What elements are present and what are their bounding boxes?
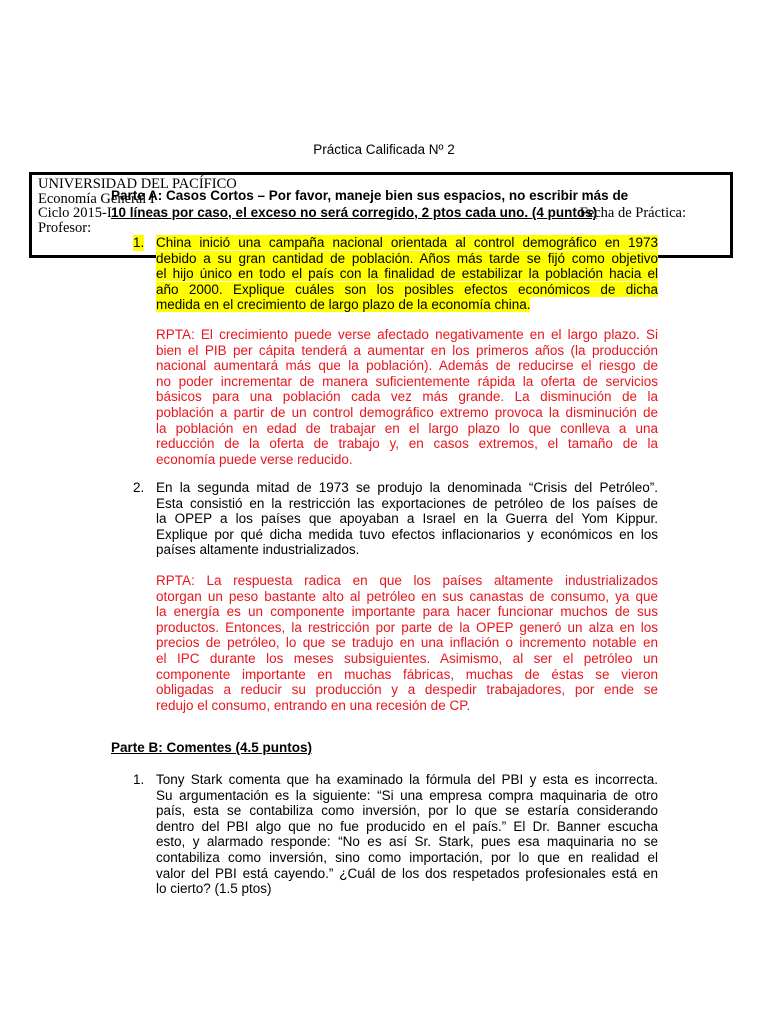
answer-2-line: otorgan un peso bastante alto al petróleo en sus canastas de consumo, ya que [156, 588, 658, 604]
parte-b-heading: Parte B: Comentes (4.5 puntos) [111, 740, 313, 755]
question-1-line: medida en el crecimiento de largo plazo de la economía china. [156, 297, 531, 313]
university-name: UNIVERSIDAD DEL PACÍFICO [38, 176, 237, 192]
date-label: Fecha de Práctica: [579, 205, 686, 221]
question-1-line: China inició una campaña nacional orientada al control demográfico en 1973 [156, 235, 658, 250]
answer-1-line: economía puede verse reducido. [156, 451, 353, 467]
answer-1-line: básicos para una población cada vez más grande. La disminución de la [156, 389, 658, 405]
question-2-number: 2. [133, 480, 145, 495]
parte-b-question-1-line: Tony Stark comenta que ha examinado la fórmula del PBI y esta es incorrecta. [156, 772, 658, 787]
answer-2-line: RPTA: La respuesta radica en que los países altamente industrializados [156, 573, 658, 588]
question-2-line: la OPEP a los países que apoyaban a Israel en la Guerra del Yom Kippur. [156, 511, 658, 527]
parte-b-question-1-number: 1. [133, 772, 145, 787]
cycle: Ciclo 2015-I [38, 205, 112, 221]
answer-2-line: componente importante en muchas fábricas, muchas de éstas se vieron [156, 666, 658, 682]
parte-a-heading-line2: 10 líneas por caso, el exceso no será corregido, 2 ptos cada uno. (4 puntos) [111, 205, 598, 220]
question-1-line: debido a su gran cantidad de población. Años más tarde se fijó como objetivo [156, 250, 658, 266]
course-name: Economía General I [38, 191, 155, 207]
answer-1-line: no poder incrementar de manera suficientemente rápida la oferta de servicios [156, 373, 658, 389]
answer-1-line: RPTA: El crecimiento puede verse afectado negativamente en el largo plazo. Si [156, 327, 658, 342]
answer-2-line: precios de petróleo, lo que se tradujo en una inflación o incremento notable en [156, 635, 658, 651]
question-1-line: año 2000. Explique cuáles son los posibles efectos económicos de dicha [156, 281, 658, 297]
answer-2-line: redujo el consumo, entrando en una recesión de CP. [156, 697, 471, 713]
parte-b-question-1-line: dentro del PBI algo que no fue producido en el país.” El Dr. Banner escucha [156, 818, 658, 834]
question-2-line: En la segunda mitad de 1973 se produjo la denominada “Crisis del Petróleo”. [156, 480, 658, 495]
question-1-number: 1. [133, 235, 145, 250]
question-1-line: el hijo único en todo el país con la finalidad de estabilizar la población hacia el [156, 266, 658, 282]
answer-2-line: la energía es un componente importante para hacer funcionar muchos de sus [156, 604, 658, 620]
answer-2-line: productos. Entonces, la restricción por parte de la OPEP generó un alza en los [156, 619, 658, 635]
parte-b-question-1-line: esto, y alarmado responde: “No es así Sr. Stark, pues esa maquinaria no se [156, 834, 658, 850]
answer-2-line: obligadas a reducir su producción y a despedir trabajadores, por ende se [156, 682, 658, 698]
page-title: Práctica Calificada Nº 2 [313, 142, 455, 157]
answer-1-line: reducción de la oferta de trabajo y, en casos extremos, el tamaño de la [156, 436, 658, 452]
question-2-line: Explique por qué dicha medida tuvo efectos inflacionarios y económicos en los [156, 526, 658, 542]
question-2-line: países altamente industrializados. [156, 542, 360, 558]
parte-b-question-1-line: país, esta se contabiliza como inversión, por lo que se estaría considerando [156, 803, 658, 819]
question-2-line: Esta consistió en la restricción las exportaciones de petróleo de los países de [156, 495, 658, 511]
parte-b-question-1-line: Su argumentación es la siguiente: “Si una empresa compra maquinaria de otro [156, 787, 658, 803]
professor-label: Profesor: [38, 220, 92, 236]
answer-1-line: población a partir de un control demográfico extremo provoca la disminución de [156, 405, 658, 420]
answer-1-line: nacional aumentará más que la población). Además de reducirse el riesgo de [156, 358, 658, 374]
parte-b-question-1-line: contabiliza como inversión, sino como importación, por lo que en realidad el [156, 850, 658, 865]
parte-a-heading-line1: Parte A: Casos Cortos – Por favor, maneje bien sus espacios, no escribir más de [111, 188, 629, 203]
answer-1-line: la población en edad de trabajar en el largo plazo lo que conlleva a una [156, 420, 658, 436]
parte-b-question-1-line: valor del PBI está cayendo.” ¿Cuál de los dos respetados profesionales está en [156, 865, 658, 881]
answer-1-line: bien el PIB per cápita tenderá a aumentar en los primeros años (la producción [156, 342, 658, 358]
answer-2-line: el IPC durante los meses subsiguientes. Asimismo, al ser el petróleo un [156, 651, 658, 666]
parte-b-question-1-line: lo cierto? (1.5 ptos) [156, 881, 272, 897]
